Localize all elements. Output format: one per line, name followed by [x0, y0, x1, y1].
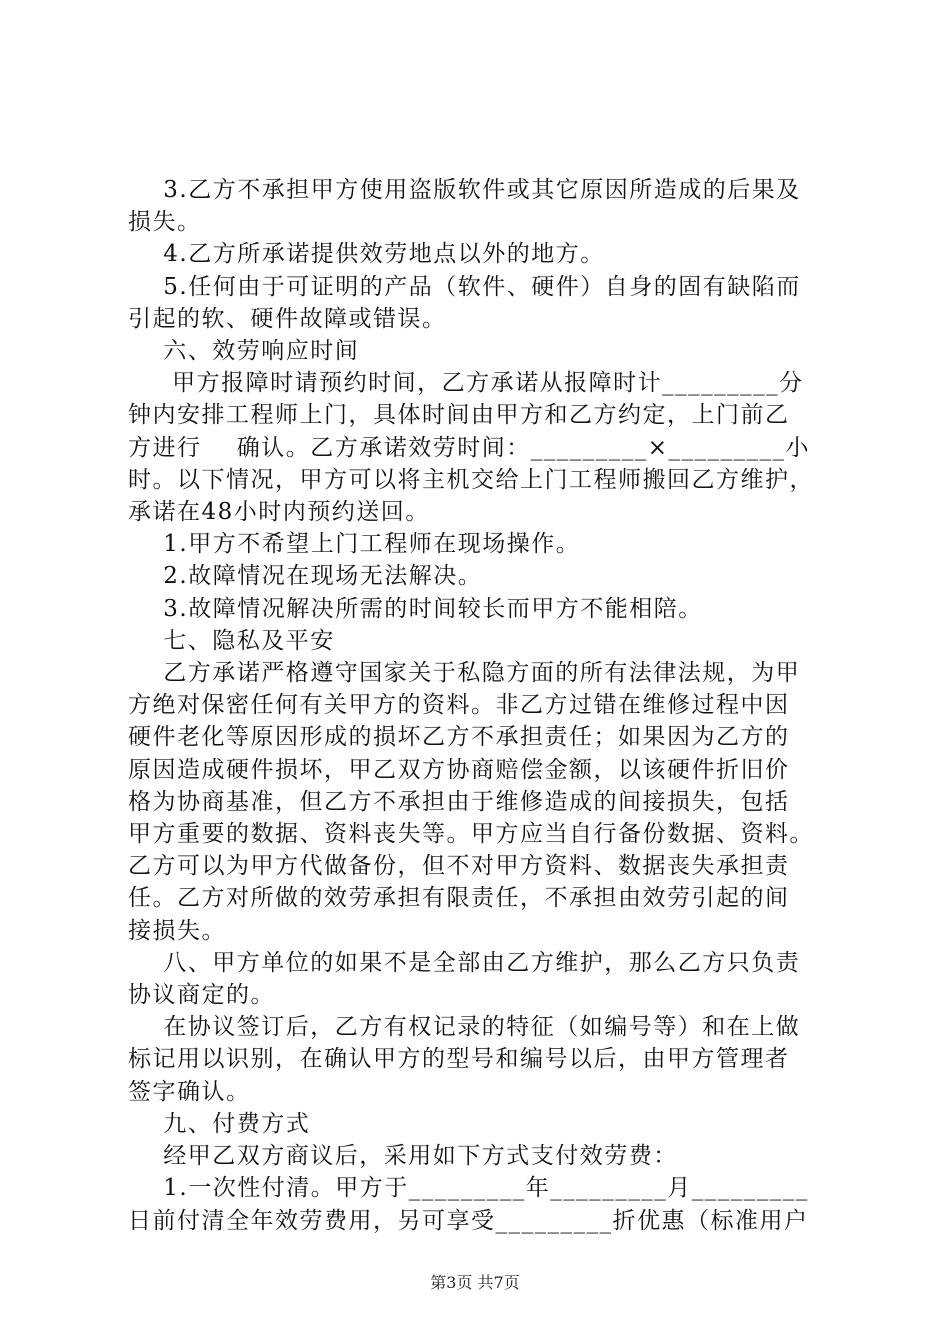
text-line: 日前付清全年效劳费用，另可享受_________折优惠（标准用户 — [128, 1207, 809, 1234]
text-line: 原因造成硬件损坏，甲乙双方协商赔偿金额，以该硬件折旧价 — [128, 756, 790, 783]
text-line: 方绝对保密任何有关甲方的资料。非乙方过错在维修过程中因 — [128, 692, 790, 719]
text-line: 接损失。 — [128, 917, 226, 944]
text-line: 1.甲方不希望上门工程师在现场操作。 — [128, 531, 581, 558]
section-heading: 六、效劳响应时间 — [128, 338, 360, 365]
text-line: 在协议签订后，乙方有权记录的特征（如编号等）和在上做 — [128, 1014, 801, 1041]
text-line: 甲方重要的数据、资料丧失等。甲方应当自行备份数据、资料。 — [128, 821, 814, 848]
text-line: 时。以下情况，甲方可以将主机交给上门工程师搬回乙方维护， — [128, 466, 814, 493]
text-line: 签字确认。 — [128, 1078, 251, 1105]
text-line: 任。乙方对所做的效劳承担有限责任，不承担由效劳引起的间 — [128, 885, 790, 912]
text-line: 引起的软、硬件故障或错误。 — [128, 305, 447, 332]
text-line: 承诺在48小时内预约送回。 — [128, 499, 430, 526]
page-number-footer: 第3页 共7页 — [430, 1273, 520, 1292]
text-line: 乙方可以为甲方代做备份，但不对甲方资料、数据丧失承担责 — [128, 853, 790, 880]
document-body — [128, 174, 838, 1237]
text-line: 方进行 确认。乙方承诺效劳时间：_________×_________小 — [128, 434, 811, 461]
text-line: 协议商定的。 — [128, 982, 275, 1009]
text-line: 钟内安排工程师上门，具体时间由甲方和乙方约定，上门前乙 — [128, 402, 790, 429]
text-line: 硬件老化等原因形成的损坏乙方不承担责任；如果因为乙方的 — [128, 724, 790, 751]
text-line: 甲方报障时请预约时间，乙方承诺从报障时计_________分 — [128, 370, 804, 397]
text-line: 经甲乙双方商议后，采用如下方式支付效劳费： — [128, 1143, 678, 1170]
section-heading: 八、甲方单位的如果不是全部由乙方维护，那么乙方只负责 — [128, 949, 801, 976]
text-line: 5.任何由于可证明的产品（软件、硬件）自身的固有缺陷而 — [128, 273, 801, 300]
text-line: 损失。 — [128, 209, 202, 236]
section-heading: 七、隐私及平安 — [128, 627, 335, 654]
text-line: 1.一次性付清。甲方于_________年_________月_________ — [128, 1175, 809, 1202]
section-heading: 九、付费方式 — [128, 1110, 311, 1137]
text-line: 3.故障情况解决所需的时间较长而甲方不能相陪。 — [128, 595, 703, 622]
text-line: 2.故障情况在现场无法解决。 — [128, 563, 483, 590]
text-line: 4.乙方所承诺提供效劳地点以外的地方。 — [128, 241, 605, 268]
text-line: 乙方承诺严格遵守国家关于私隐方面的所有法律法规，为甲 — [128, 660, 801, 687]
text-line: 3.乙方不承担甲方使用盗版软件或其它原因所造成的后果及 — [128, 177, 801, 203]
text-line: 标记用以识别，在确认甲方的型号和编号以后，由甲方管理者 — [128, 1046, 790, 1073]
text-line: 格为协商基准，但乙方不承担由于维修造成的间接损失，包括 — [128, 788, 790, 815]
